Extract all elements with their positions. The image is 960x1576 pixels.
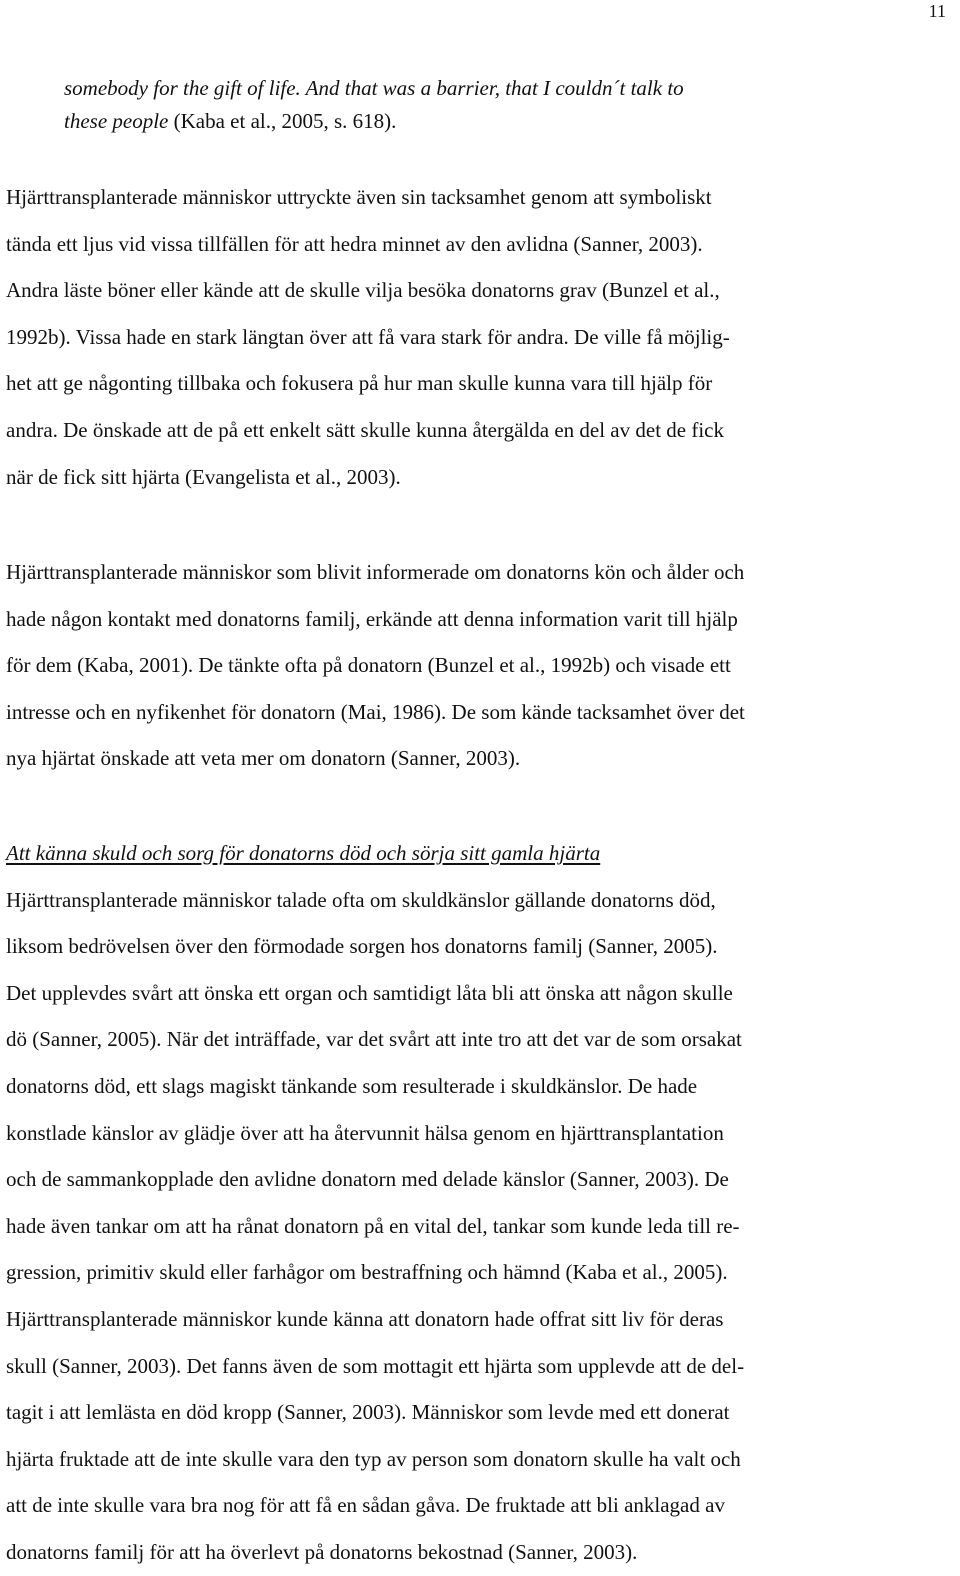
paragraph-line: gression, primitiv skuld eller farhågor om bestraffning och hämnd (Kaba et al., 2005). xyxy=(6,1260,728,1285)
quote-line xyxy=(64,105,924,138)
paragraph-line: donatorns död, ett slags magiskt tänkande som resulterade i skuldkänslor. De hade xyxy=(6,1073,698,1098)
paragraph-line: Hjärttransplanterade människor uttryckte även sin tacksamhet genom att symboliskt xyxy=(6,185,712,209)
paragraph-line: Andra läste böner eller kände att de skulle vilja besöka donatorns grav (Bunzel et al., xyxy=(6,278,720,303)
paragraph-line: att de inte skulle vara bra nog för att få en sådan gåva. De fruktade att bli anklagad av xyxy=(6,1493,725,1518)
quote-italic-text: these people xyxy=(64,109,169,133)
paragraph-line: tända ett ljus vid vissa tillfällen för att hedra minnet av den avlidna (Sanner, 2003). xyxy=(6,231,703,256)
quote-line xyxy=(64,72,924,105)
paragraph-line: tagit i att lemlästa en död kropp (Sanner, 2003). Människor som levde med ett donerat xyxy=(6,1400,730,1425)
paragraph-line: Hjärttransplanterade människor som blivit informerade om donatorns kön och ålder och xyxy=(6,560,745,584)
paragraph-2 xyxy=(6,549,956,782)
section-3 xyxy=(6,830,956,1576)
paragraph-line: Det upplevdes svårt att önska ett organ och samtidigt låta bli att önska att någon skulle xyxy=(6,980,733,1005)
paragraph-1 xyxy=(6,174,956,500)
paragraph-line: dö (Sanner, 2005). När det inträffade, var det svårt att inte tro att det var de som orsakat xyxy=(6,1027,742,1052)
paragraph-line: Hjärttransplanterade människor kunde känna att donatorn hade offrat sitt liv för deras xyxy=(6,1306,724,1331)
paragraph-line: 1992b). Vissa hade en stark längtan över att få vara stark för andra. De ville få möjlig- xyxy=(6,324,730,349)
paragraph-line: andra. De önskade att de på ett enkelt sätt skulle kunna återgälda en del av det de fick xyxy=(6,417,724,442)
paragraph-line: hade även tankar om att ha rånat donatorn på en vital del, tankar som kunde leda till re- xyxy=(6,1213,740,1238)
paragraph-line: för dem (Kaba, 2001). De tänkte ofta på donatorn (Bunzel et al., 1992b) och visade ett xyxy=(6,653,731,678)
page-number: 11 xyxy=(928,1,946,21)
paragraph-line: konstlade känslor av glädje över att ha återvunnit hälsa genom en hjärttransplantation xyxy=(6,1120,724,1145)
paragraph-line: liksom bedrövelsen över den förmodade sorgen hos donatorns familj (Sanner, 2005). xyxy=(6,934,718,959)
paragraph-line: het att ge någonting tillbaka och fokusera på hur man skulle kunna vara till hjälp för xyxy=(6,371,713,396)
paragraph-line: hjärta fruktade att de inte skulle vara den typ av person som donatorn skulle ha valt och xyxy=(6,1446,741,1471)
paragraph-line: donatorns familj för att ha överlevt på donatorns bekostnad (Sanner, 2003). xyxy=(6,1539,638,1564)
section-heading: Att känna skuld och sorg för donatorns död och sörja sitt gamla hjärta xyxy=(6,841,601,865)
block-quote xyxy=(64,72,924,138)
paragraph-line: nya hjärtat önskade att veta mer om donatorn (Sanner, 2003). xyxy=(6,746,521,771)
paragraph-line: intresse och en nyfikenhet för donatorn (Mai, 1986). De som kände tacksamhet över det xyxy=(6,699,745,724)
paragraph-line: Hjärttransplanterade människor talade ofta om skuldkänslor gällande donatorns död, xyxy=(6,887,716,912)
quote-citation-text: (Kaba et al., 2005, s. 618). xyxy=(168,109,397,133)
quote-italic-text: somebody for the gift of life. And that was a barrier, that I couldn´t talk to xyxy=(64,76,684,100)
paragraph-line: hade någon kontakt med donatorns familj, erkände att denna information varit till hjälp xyxy=(6,606,738,631)
paragraph-line: skull (Sanner, 2003). Det fanns även de som mottagit ett hjärta som upplevde att de del- xyxy=(6,1353,745,1378)
paragraph-line: när de fick sitt hjärta (Evangelista et al., 2003). xyxy=(6,464,401,489)
paragraph-line: och de sammankopplade den avlidne donatorn med delade känslor (Sanner, 2003). De xyxy=(6,1167,729,1192)
